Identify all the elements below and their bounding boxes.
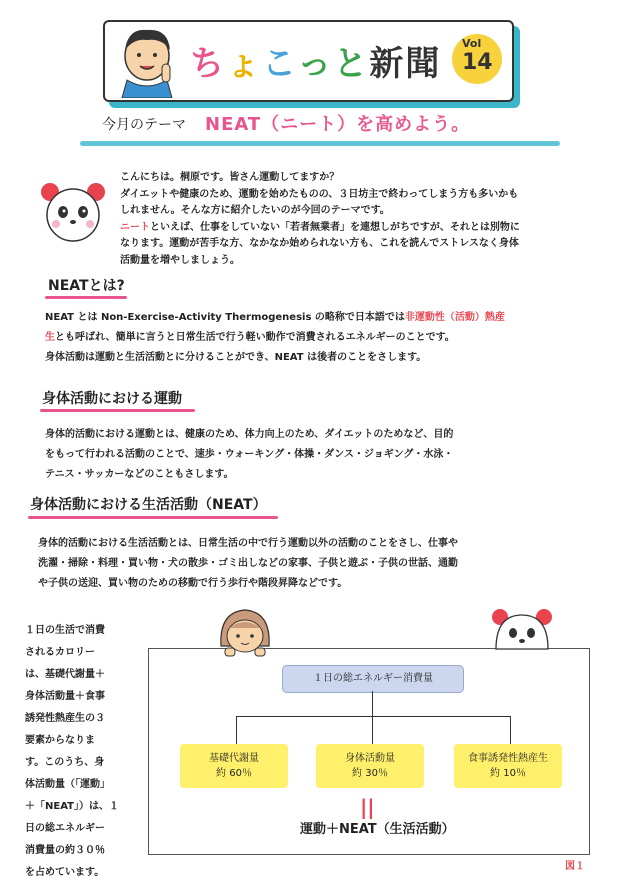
total-energy-node: １日の総エネルギー消費量 xyxy=(282,665,464,693)
vol-label: Vol xyxy=(462,37,482,50)
figure-label: 図１ xyxy=(565,861,585,872)
formula-text: 運動＋NEAT（生活活動） xyxy=(300,822,455,837)
basal-metabolism-node: 基礎代謝量 約 60％ xyxy=(180,744,288,788)
diet-thermogenesis-node: 食事誘発性熱産生 約 10％ xyxy=(454,744,562,788)
intro-text: こんにちは。桐原です。皆さん運動してますか？ ダイエットや健康のため、運動を始めたものの、３日坊主で終わってしまう方も多いかも しれません。そんな方に紹介したいのが今回のテーマです。 ニートといえば、仕事をしていない「若者無業者」を連想しがちですが、それとは別物に なります。運動が苦手な方、なかなか始められない方も、これを読んでストレスなく身体 活動量を増やしましょう。 xyxy=(120,172,520,266)
panda-peeking-icon xyxy=(490,605,554,651)
connector-line xyxy=(236,716,237,744)
section-underline xyxy=(40,409,195,412)
section2-text: 身体的活動における運動とは、健康のため、体力向上のため、ダイエットのためなど、目的 をもって行われる活動のことで、速歩・ウォーキング・体操・ダンス・ジョギング・水泳・ テニス・サッカーなどのこともさします。 xyxy=(45,429,454,480)
theme-prefix: 今月のテーマ xyxy=(102,117,186,133)
girl-peeking-icon xyxy=(215,606,275,658)
connector-line xyxy=(372,716,373,744)
theme-underline xyxy=(80,141,560,146)
section3-text: 身体的活動における生活活動とは、日常生活の中で行う運動以外の活動のことをさし、仕事や 洗濯・掃除・料理・買い物・犬の散歩・ゴミ出しなどの家事、子供と遊ぶ・子供の世話、通勤 や子供の送迎、買い物のための移動で行う歩行や階段昇降などです。 xyxy=(38,538,458,589)
section-underline xyxy=(45,296,127,299)
section-heading-neat-activity: 身体活動における生活活動（NEAT） xyxy=(30,497,267,513)
connector-line xyxy=(372,691,373,716)
section-heading-exercise: 身体活動における運動 xyxy=(42,391,182,407)
side-note: １日の生活で消費 されるカロリー は、基礎代謝量＋ 身体活動量＋食事 誘発性熱産生の３ 要素からなりま す。このうち、身 体活動量（「運動」 ＋「NEAT」）は、１ 日の総エネルギー 消費量の約３０％ を占めています。 xyxy=(25,625,119,878)
connector-line xyxy=(236,716,510,717)
panda-mascot-icon xyxy=(38,180,108,250)
theme-title: NEAT（ニート）を高めよう。 xyxy=(205,114,471,135)
section1-text: NEAT とは Non-Exercise-Activity Thermogenesis の略称で日本語では非運動性（活動）熱産 生とも呼ばれ、簡単に言うと日常生活で行う軽い動作で消費されるエネルギーのことです。 身体活動は運動と生活活動とに分けることができ、NEAT は後者のことをさします。 xyxy=(45,312,505,363)
section-underline xyxy=(28,516,278,519)
vol-number: 14 xyxy=(462,50,493,75)
physical-activity-node: 身体活動量 約 30％ xyxy=(316,744,424,788)
equals-sign: || xyxy=(360,795,375,819)
section-heading-neat: NEATとは? xyxy=(48,278,125,294)
boy-mascot-icon xyxy=(112,22,182,98)
connector-line xyxy=(510,716,511,744)
newsletter-title: ちょこっと新聞 xyxy=(190,44,442,84)
